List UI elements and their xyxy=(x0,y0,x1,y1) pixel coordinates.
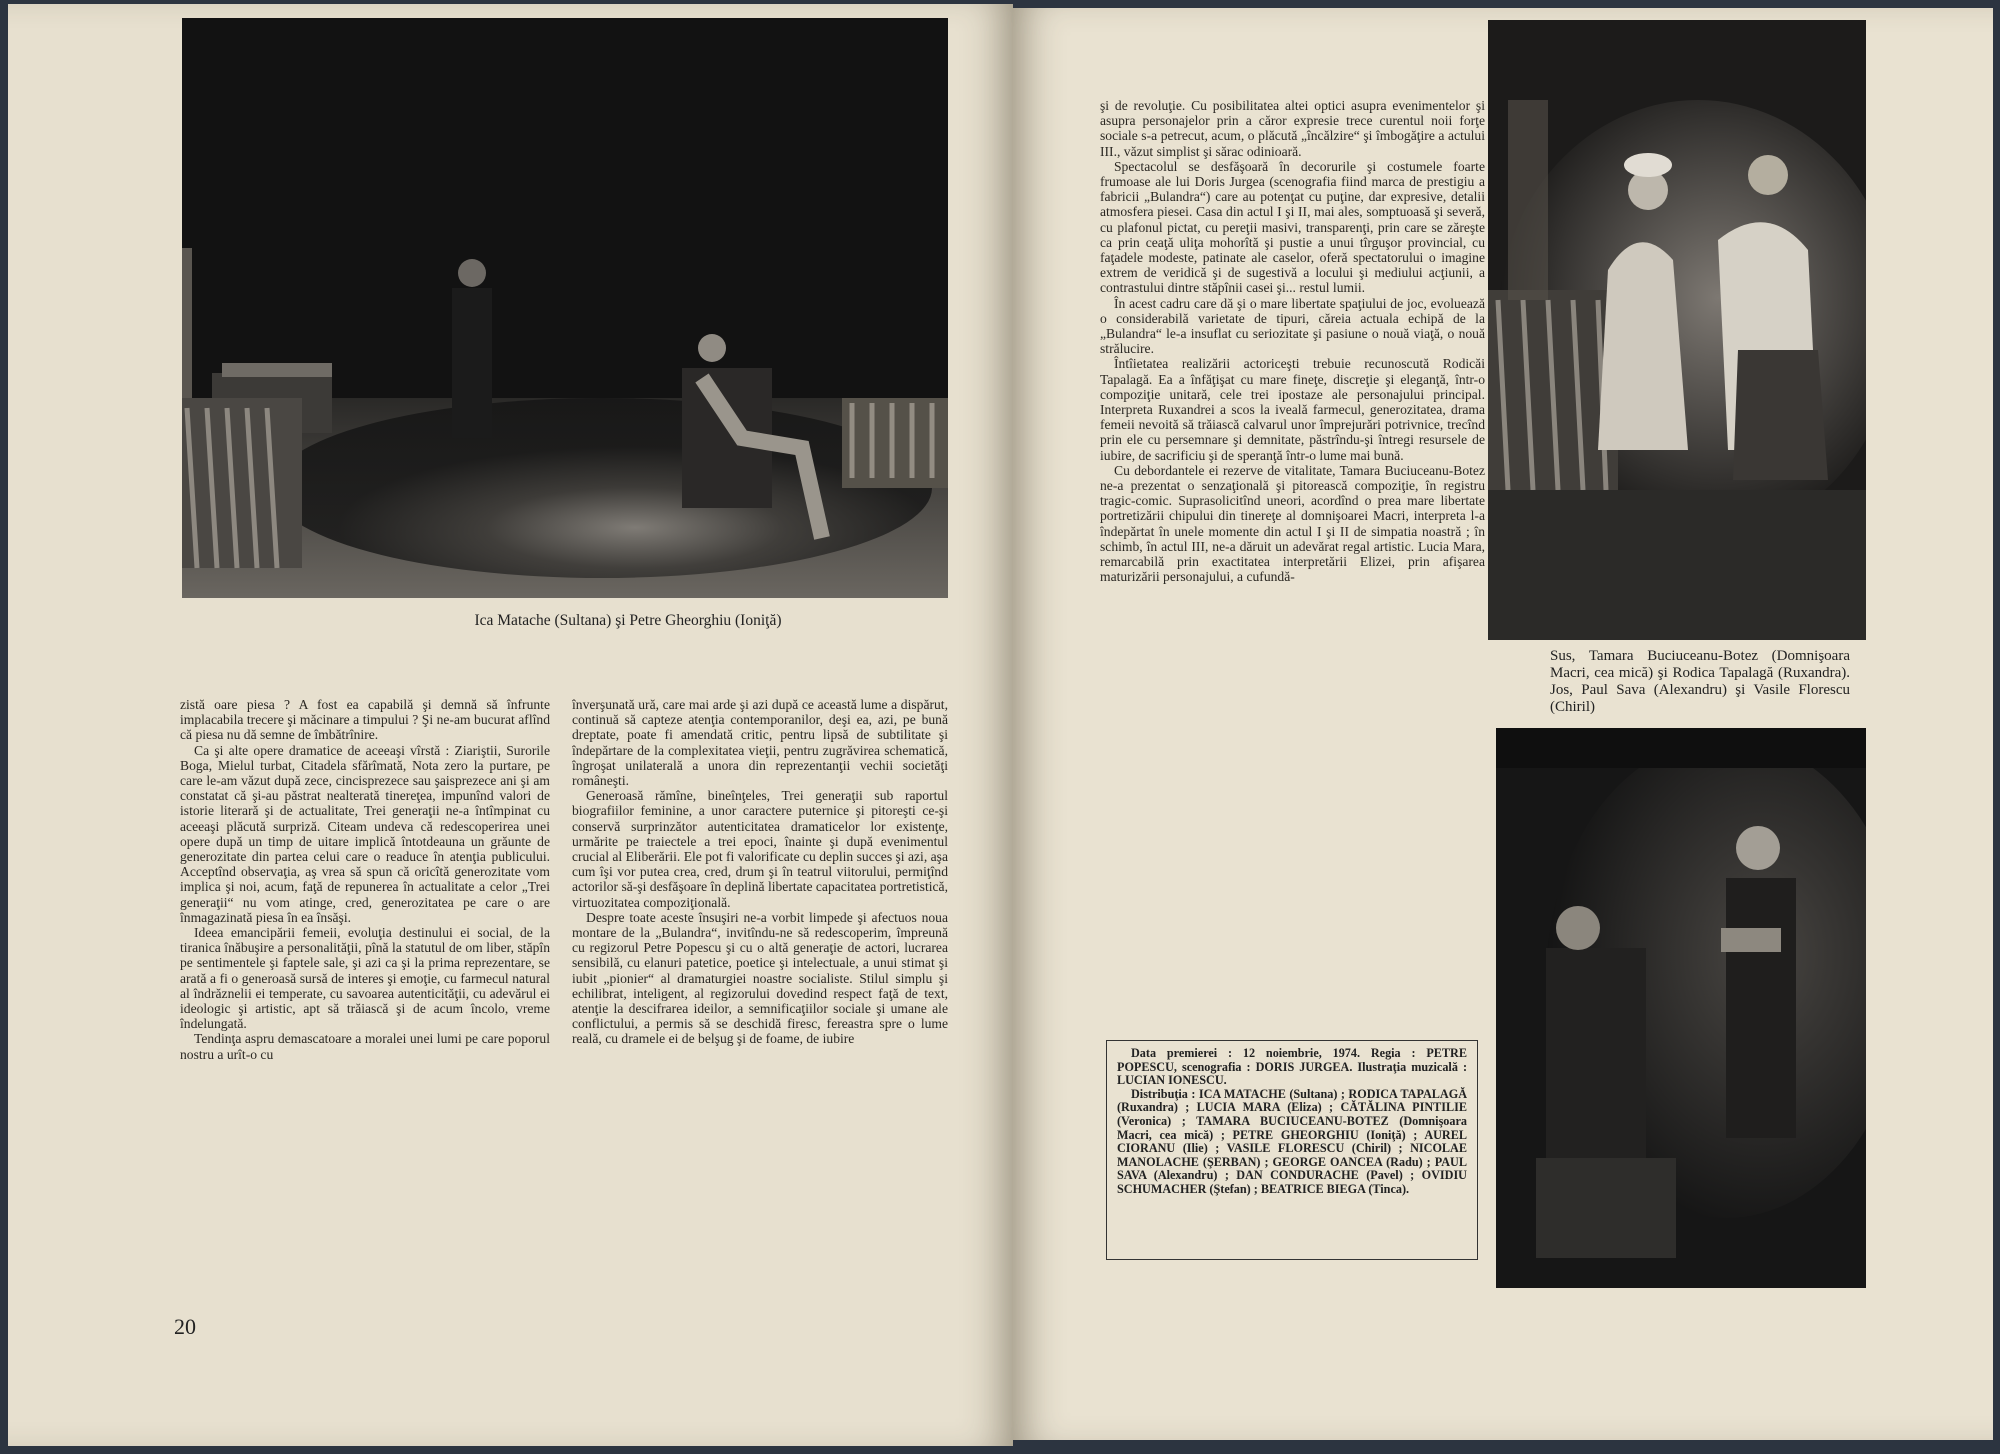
left-col2-para-1: înverşunată ură, care mai arde şi azi după ce această lume a dispărut, continuă să capteze atenţia contemporanilor, deşi ea, azi, pe bună dreptate, poate fi amendată critic, pentru lipsă de subtilitate şi îndepărtare de la complexitatea vieţii, pentru zugrăvirea schematică, îngroşat unilaterală a unora din reprezentanţii vechii societăţi româneşti. xyxy=(572,697,948,789)
right-col-para-3: În acest cadru care dă şi o mare libertate spaţiului de joc, evoluează o considerabilă varietate de tipuri, căreia actuala echipă de la „Bulandra“ le-a insuflat cu seriozitate şi pasiune o nouă viaţă, o nouă strălucire. xyxy=(1100,295,1485,357)
right-column xyxy=(1100,98,1485,1028)
right-col-para-1: şi de revoluţie. Cu posibilitatea altei optici asupra evenimentelor şi asupra personajelor prin a căror expresie trece curentul noii forţe sociale s-a petrecut, acum, o plăcută „încălzire“ şi îmbogăţire a actului III., văzut simplist şi sărac odinioară. xyxy=(1100,98,1485,159)
left-photo-caption: Ica Matache (Sultana) şi Petre Gheorghiu (Ioniţă) xyxy=(474,612,782,629)
right-col-para-4: Întîietatea realizării actoriceşti trebuie recunoscută Rodicăi Tapalagă. Ea a înfăţişat cu mare fineţe, discreţie şi eleganţă, într-o compoziţie unitară, cele trei ipostaze ale personajului principal. Interpreta Ruxandrei a scos la iveală farmecul, generozitatea, drama femeii nevoită să trăiască calvarul unor împrejurări potrivnice, trecînd prin ele cu persemnare şi demnitate, păstrîndu-şi întregi resursele de iubire, de sacrificiu şi de speranţă într-o lume mai bună. xyxy=(1100,356,1485,463)
left-column-1 xyxy=(180,697,550,1279)
right-col-para-5: Cu debordantele ei rezerve de vitalitate, Tamara Buciuceanu-Botez ne-a prezentat o senzaţională şi pitorească compoziţie, în registru tragic-comic. Suprasolicitînd uneori, acordînd o prea mare libertate portretizării chipului din tinereţe al domnişoarei Macri, interpreta l-a îndepărtat în unele momente din actul I şi II de simpatia noastră ; în schimb, în actul III, ne-a dăruit un adevărat regal artistic. Lucia Mara, remarcabilă prin exactitatea interpretării Elizei, prin afişarea maturizării personajului, a cufundă- xyxy=(1100,462,1485,585)
premiere-credits-box xyxy=(1106,1040,1478,1260)
left-col1-para-3: Ideea emancipării femeii, evoluţia destinului ei social, de la tiranica înăbuşire a personalităţii, pînă la statutul de om liber, stăpîn pe sentimentele şi faptele sale, şi azi ca şi la prima reprezentare, se arată a fi o generoasă sursă de interes şi emoţie, cu farmecul natural al îndrăznelii ei temperate, cu savoarea autenticităţii, cu adevărul ei ideologic şi artistic, apt să trăiască şi de acum încolo, vreme îndelungată. xyxy=(180,925,550,1032)
right-page xyxy=(1013,8,1993,1440)
right-photo-caption: Sus, Tamara Buciuceanu-Botez (Domnişoara Macri, cea mică) şi Rodica Tapalagă (Ruxandra). Jos, Paul Sava (Alexandru) şi Vasile Florescu (Chiril) xyxy=(1550,648,1850,715)
stage-photo-bottom-right xyxy=(1496,728,1866,1288)
left-col2-para-3: Despre toate aceste însuşiri ne-a vorbit limpede şi afectuos noua montare de la „Bulandra“, invitîndu-ne să redescoperim, împreună cu regizorul Petre Popescu şi cu o altă generaţie de actori, lucrarea sensibilă, cu elanuri patetice, poetice şi intelectuale, a unui stimat şi iubit „pionier“ al dramaturgiei noastre socialiste. Stilul simplu şi echilibrat, inteligent, al regizorului dovedind respect faţă de text, atenţie la descifrarea ideilor, a semnificaţiilor sociale şi umane ale conflictului, a permis să se deschidă firesc, fereastra spre o lume reală, cu dramele ei de belşug şi de foame, de iubire xyxy=(572,909,948,1047)
page-number: 20 xyxy=(174,1314,196,1339)
stage-photo-top-right-image xyxy=(1488,20,1866,640)
stage-photo-left xyxy=(182,18,948,598)
stage-photo-top-right xyxy=(1488,20,1866,640)
left-col2-para-2: Generoasă rămîne, bineînţeles, Trei generaţii sub raportul biografiilor feminine, a unor caractere puternice şi pitoreşti ce-şi conservă surprinzător autenticitatea dramaticelor lor existenţe, urmărite pe traiectele a trei epoci, înainte şi după evenimentul crucial al Eliberării. Ele pot fi valorificate cu deplin succes şi azi, aşa cum îşi vor putea crea, cred, drum şi în teatrul viitorului, permiţînd actorilor să-şi desfăşoare în deplină libertate capacitatea portretistică, virtuozitatea compoziţională. xyxy=(572,788,948,910)
stage-photo-left-image xyxy=(182,18,948,598)
right-col-para-2: Spectacolul se desfăşoară în decorurile şi costumele foarte frumoase ale lui Doris Jurgea (scenografia fiind marca de prestigiu a fabricii „Bulandra“) care au potenţat cu puţine, dar expresive, detalii atmosfera piesei. Casa din actul I şi II, mai ales, somptuoasă şi severă, cu plafonul pictat, cu pereţii masivi, transparenţi, prin care se zăreşte ca prin ceaţă uliţa mohorîtă şi pustie a unui tîrguşor provincial, cu faţadele modeste, patinate ale caselor, oferă spectatorului o imagine extrem de veridică şi de sugestivă a locului şi mediului acţiunii, a contrastului dintre stăpînii casei şi... restul lumii. xyxy=(1100,158,1485,296)
stage-photo-bottom-right-image xyxy=(1496,728,1866,1288)
credits-premiere: Data premierei : 12 noiembrie, 1974. Regia : PETRE POPESCU, scenografia : DORIS JURGEA. Ilustraţia muzicală : LUCIAN IONESCU. xyxy=(1117,1046,1467,1088)
left-page xyxy=(8,4,1013,1446)
left-col1-para-4: Tendinţa aspru demascatoare a moralei unei lumi pe care poporul nostru a urît-o cu xyxy=(180,1031,550,1062)
left-col1-para-2: Ca şi alte opere dramatice de aceeaşi vîrstă : Ziariştii, Surorile Boga, Mielul turbat, Citadela sfărîmată, Nota zero la purtare, pe care le-am văzut după zece, cincisprezece sau şaisprezece ani şi am constatat că şi-au păstrat nealterată tinereţea, impunînd valori de istorie literară şi de actualitate, Trei generaţii ne-a întîmpinat cu aceeaşi plăcută surpriză. Citeam undeva că redescoperirea unei opere după un timp de uitare implică întotdeauna un grăunte de generozitate din partea celui care o readuce în atenţia publicului. Acceptînd observaţia, aş vrea să spun că oricîtă generozitate vom implica şi noi, acum, faţă de repunerea în actualitate a celor „Trei generaţii“ nu vom atinge, cred, generozitatea pe care o are înmagazinată piesa în ea însăşi. xyxy=(180,742,550,925)
credits-cast: Distribuţia : ICA MATACHE (Sultana) ; RODICA TAPALAGĂ (Ruxandra) ; LUCIA MARA (Eliza) ; CĂTĂLINA PINTILIE (Veronica) ; TAMARA BUCIUCEANU-BOTEZ (Domnişoara Macri, cea mică) ; PETRE GHEORGHIU (Ioniţă) ; AUREL CIORANU (Ilie) ; VASILE FLORESCU (Chiril) ; NICOLAE MANOLACHE (ŞERBAN) ; GEORGE OANCEA (Radu) ; PAUL SAVA (Alexandru) ; DAN CONDURACHE (Pavel) ; OVIDIU SCHUMACHER (Ştefan) ; BEATRICE BIEGA (Tinca). xyxy=(1117,1086,1467,1196)
left-column-2 xyxy=(572,697,948,1279)
left-col1-para-1: zistă oare piesa ? A fost ea capabilă şi demnă să înfrunte implacabila trecere şi măcinare a timpului ? Şi ne-am bucurat aflînd că piesa nu dă semne de îmbătrînire. xyxy=(180,697,550,743)
